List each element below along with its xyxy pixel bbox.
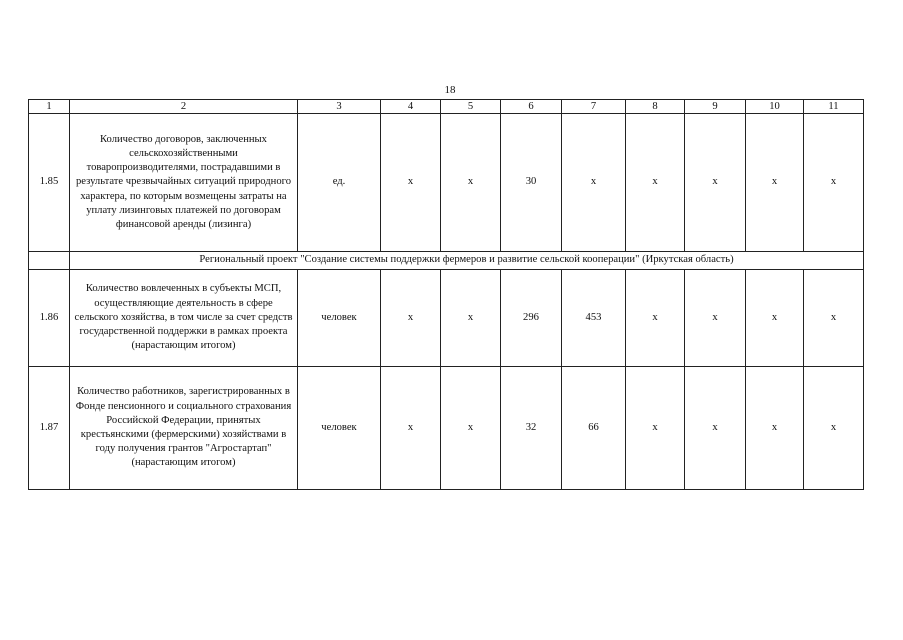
regional-project-spacer (29, 252, 70, 270)
row-value: x (381, 367, 441, 490)
table-row (29, 367, 864, 490)
column-header: 6 (501, 100, 562, 114)
row-description: Количество вовлеченных в субъекты МСП, осуществляющие деятельность в сфере сельского хозяйства, в том числе за счет средств государственной поддержки в рамках проекта (нарастающим итогом) (70, 270, 298, 367)
row-value: 32 (501, 367, 562, 490)
row-value: x (746, 114, 804, 252)
column-header: 7 (562, 100, 626, 114)
row-value: 30 (501, 114, 562, 252)
regional-project-row (29, 252, 864, 270)
row-value: x (441, 114, 501, 252)
row-unit: ед. (298, 114, 381, 252)
row-value: x (804, 114, 864, 252)
column-header: 1 (29, 100, 70, 114)
row-value: x (746, 367, 804, 490)
row-value: x (562, 114, 626, 252)
column-header: 11 (804, 100, 864, 114)
row-value: x (381, 270, 441, 367)
column-header: 9 (685, 100, 746, 114)
row-number: 1.86 (29, 270, 70, 367)
row-value: x (381, 114, 441, 252)
row-value: x (685, 270, 746, 367)
row-value: x (804, 367, 864, 490)
column-header: 8 (626, 100, 685, 114)
row-description: Количество работников, зарегистрированных в Фонде пенсионного и социального страхования Российской Федерации, принятых крестьянскими (фермерскими) хозяйствами в году получения грантов "Агростартап" (нарастающим итогом) (70, 367, 298, 490)
column-header: 4 (381, 100, 441, 114)
column-header: 3 (298, 100, 381, 114)
row-number: 1.85 (29, 114, 70, 252)
row-value: 453 (562, 270, 626, 367)
column-header: 10 (746, 100, 804, 114)
data-table (28, 99, 864, 490)
row-value: x (746, 270, 804, 367)
table-row (29, 270, 864, 367)
row-value: x (441, 270, 501, 367)
page-number: 18 (444, 84, 456, 96)
row-number: 1.87 (29, 367, 70, 490)
row-value: 66 (562, 367, 626, 490)
row-value: x (626, 114, 685, 252)
row-unit: человек (298, 367, 381, 490)
column-header: 2 (70, 100, 298, 114)
row-value: x (626, 270, 685, 367)
regional-project-title: Региональный проект "Создание системы поддержки фермеров и развитие сельской кооперации" (Иркутская область) (70, 252, 864, 270)
row-value: x (685, 367, 746, 490)
row-value: 296 (501, 270, 562, 367)
header-row (29, 100, 864, 114)
row-value: x (626, 367, 685, 490)
row-unit: человек (298, 270, 381, 367)
row-description: Количество договоров, заключенных сельскохозяйственными товаропроизводителями, пострадавшими в результате чрезвычайных ситуаций природного характера, по которым возмещены затраты на уплату лизинговых платежей по договорам финансовой аренды (лизинга) (70, 114, 298, 252)
row-value: x (685, 114, 746, 252)
row-value: x (441, 367, 501, 490)
row-value: x (804, 270, 864, 367)
column-header: 5 (441, 100, 501, 114)
table-row (29, 114, 864, 252)
